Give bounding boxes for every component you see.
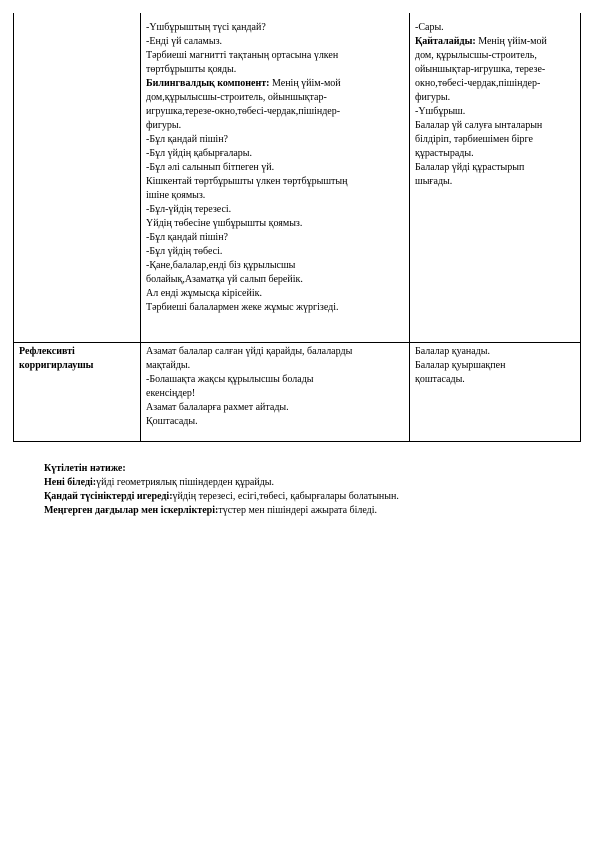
teacher-line: -Енді үй саламыз. <box>146 36 223 47</box>
result-label: Меңгерген дағдылар мен іскерліктері: <box>44 505 219 516</box>
table-border-right <box>580 13 581 442</box>
teacher-line: игрушка,терезе-окно,төбесі-чердак,пішіндер- <box>146 106 341 117</box>
teacher-line: екенсіңдер! <box>146 388 196 399</box>
children-line: қоштасады. <box>415 374 465 385</box>
teacher-line: төртбұрышты қояды. <box>146 64 237 75</box>
teacher-line: -Бұл үйдің төбесі. <box>146 246 223 257</box>
row2-children-cell <box>415 345 579 387</box>
teacher-line: мақтайды. <box>146 360 191 371</box>
children-line: Балалар қуыршақпен <box>415 360 506 371</box>
teacher-line: Үйдің төбесіне үшбұрышты қоямыз. <box>146 218 303 229</box>
teacher-line: -Қане,балалар,енді біз құрылысшы <box>146 260 296 271</box>
table-border-col2 <box>409 13 410 442</box>
teacher-line: фигуры. <box>146 120 182 131</box>
teacher-line: Ал енді жұмысқа кірісейік. <box>146 288 262 299</box>
teacher-line: ішіне қоямыз. <box>146 190 206 201</box>
repeat-line <box>415 35 579 49</box>
children-line: ойыншықтар-игрушка, терезе- <box>415 64 546 75</box>
teacher-line: -Үшбұрыштың түсі қандай? <box>146 22 266 33</box>
children-line: білдіріп, тәрбиешімен бірге <box>415 134 533 145</box>
repeat-text: Менің үйім-мой <box>475 36 547 47</box>
result-label: Нені біледі: <box>44 477 97 488</box>
teacher-line: Азамат балалар салған үйді қарайды, балаларды <box>146 346 353 357</box>
teacher-line: Қоштасады. <box>146 416 198 427</box>
children-line: құрастырады. <box>415 148 474 159</box>
bilingual-label: Билингвалдық компонент: <box>146 78 270 89</box>
bilingual-line <box>146 77 408 91</box>
result-concepts <box>44 490 564 504</box>
teacher-line: болайық,Азаматқа үй салып берейік. <box>146 274 303 285</box>
result-text: үйді геометриялық пішіндерден құрайды. <box>96 477 275 488</box>
teacher-line: -Бұл әлі салынып бітпеген үй. <box>146 162 275 173</box>
result-text: түстер мен пішіндері ажырата біледі. <box>218 505 378 516</box>
teacher-line: -Бұл үйдің қабырғалары. <box>146 148 253 159</box>
teacher-line: -Болашақта жақсы құрылысшы болады <box>146 374 314 385</box>
result-label: Қандай түсініктерді игереді: <box>44 491 173 502</box>
row2-teacher-cell <box>146 345 408 429</box>
bilingual-text: Менің үйім-мой <box>269 78 341 89</box>
repeat-label: Қайталайды: <box>415 36 476 47</box>
table-row-divider <box>13 342 581 343</box>
teacher-line: -Бұл-үйдің терезесі. <box>146 204 232 215</box>
children-line: Балалар үй салуға ынталарын <box>415 120 543 131</box>
teacher-line: -Бұл қандай пішін? <box>146 134 228 145</box>
expected-results-heading: Күтілетін нәтиже: <box>44 463 126 474</box>
stage-name-line: Рефлексивті <box>19 346 75 357</box>
children-line: Балалар қуанады. <box>415 346 490 357</box>
children-line: дом, құрылысшы-строитель, <box>415 50 537 61</box>
children-answer: -Үшбұрыш. <box>415 106 466 117</box>
children-line: окно,төбесі-чердак,пішіндер- <box>415 78 541 89</box>
row1-children-cell <box>415 21 579 189</box>
stage-name-line: корригирлаушы <box>19 360 94 371</box>
stage-name-cell <box>19 345 137 373</box>
row1-teacher-cell <box>146 21 408 315</box>
children-line: фигуры. <box>415 92 451 103</box>
teacher-line: Азамат балаларға рахмет айтады. <box>146 402 289 413</box>
teacher-line: -Бұл қандай пішін? <box>146 232 228 243</box>
teacher-line: Тәрбиеші балалармен жеке жұмыс жүргізеді. <box>146 302 339 313</box>
result-knows <box>44 476 564 490</box>
children-line: шығады. <box>415 176 453 187</box>
children-answer: -Сары. <box>415 22 444 33</box>
table-border-left <box>13 13 14 442</box>
teacher-line: дом,құрылысшы-строитель, ойыншықтар- <box>146 92 327 103</box>
lesson-table <box>13 13 581 442</box>
teacher-line: Кішкентай төртбұрышты үлкен төртбұрыштың <box>146 176 348 187</box>
expected-results <box>44 462 564 518</box>
result-text: үйдің терезесі, есігі,төбесі, қабырғалары болатынын. <box>172 491 399 502</box>
table-border-bottom <box>13 441 581 442</box>
children-line: Балалар үйді құрастырып <box>415 162 525 173</box>
result-skills <box>44 504 564 518</box>
teacher-line: Тәрбиеші магнитті тақтаның ортасына үлкен <box>146 50 339 61</box>
table-border-col1 <box>140 13 141 442</box>
